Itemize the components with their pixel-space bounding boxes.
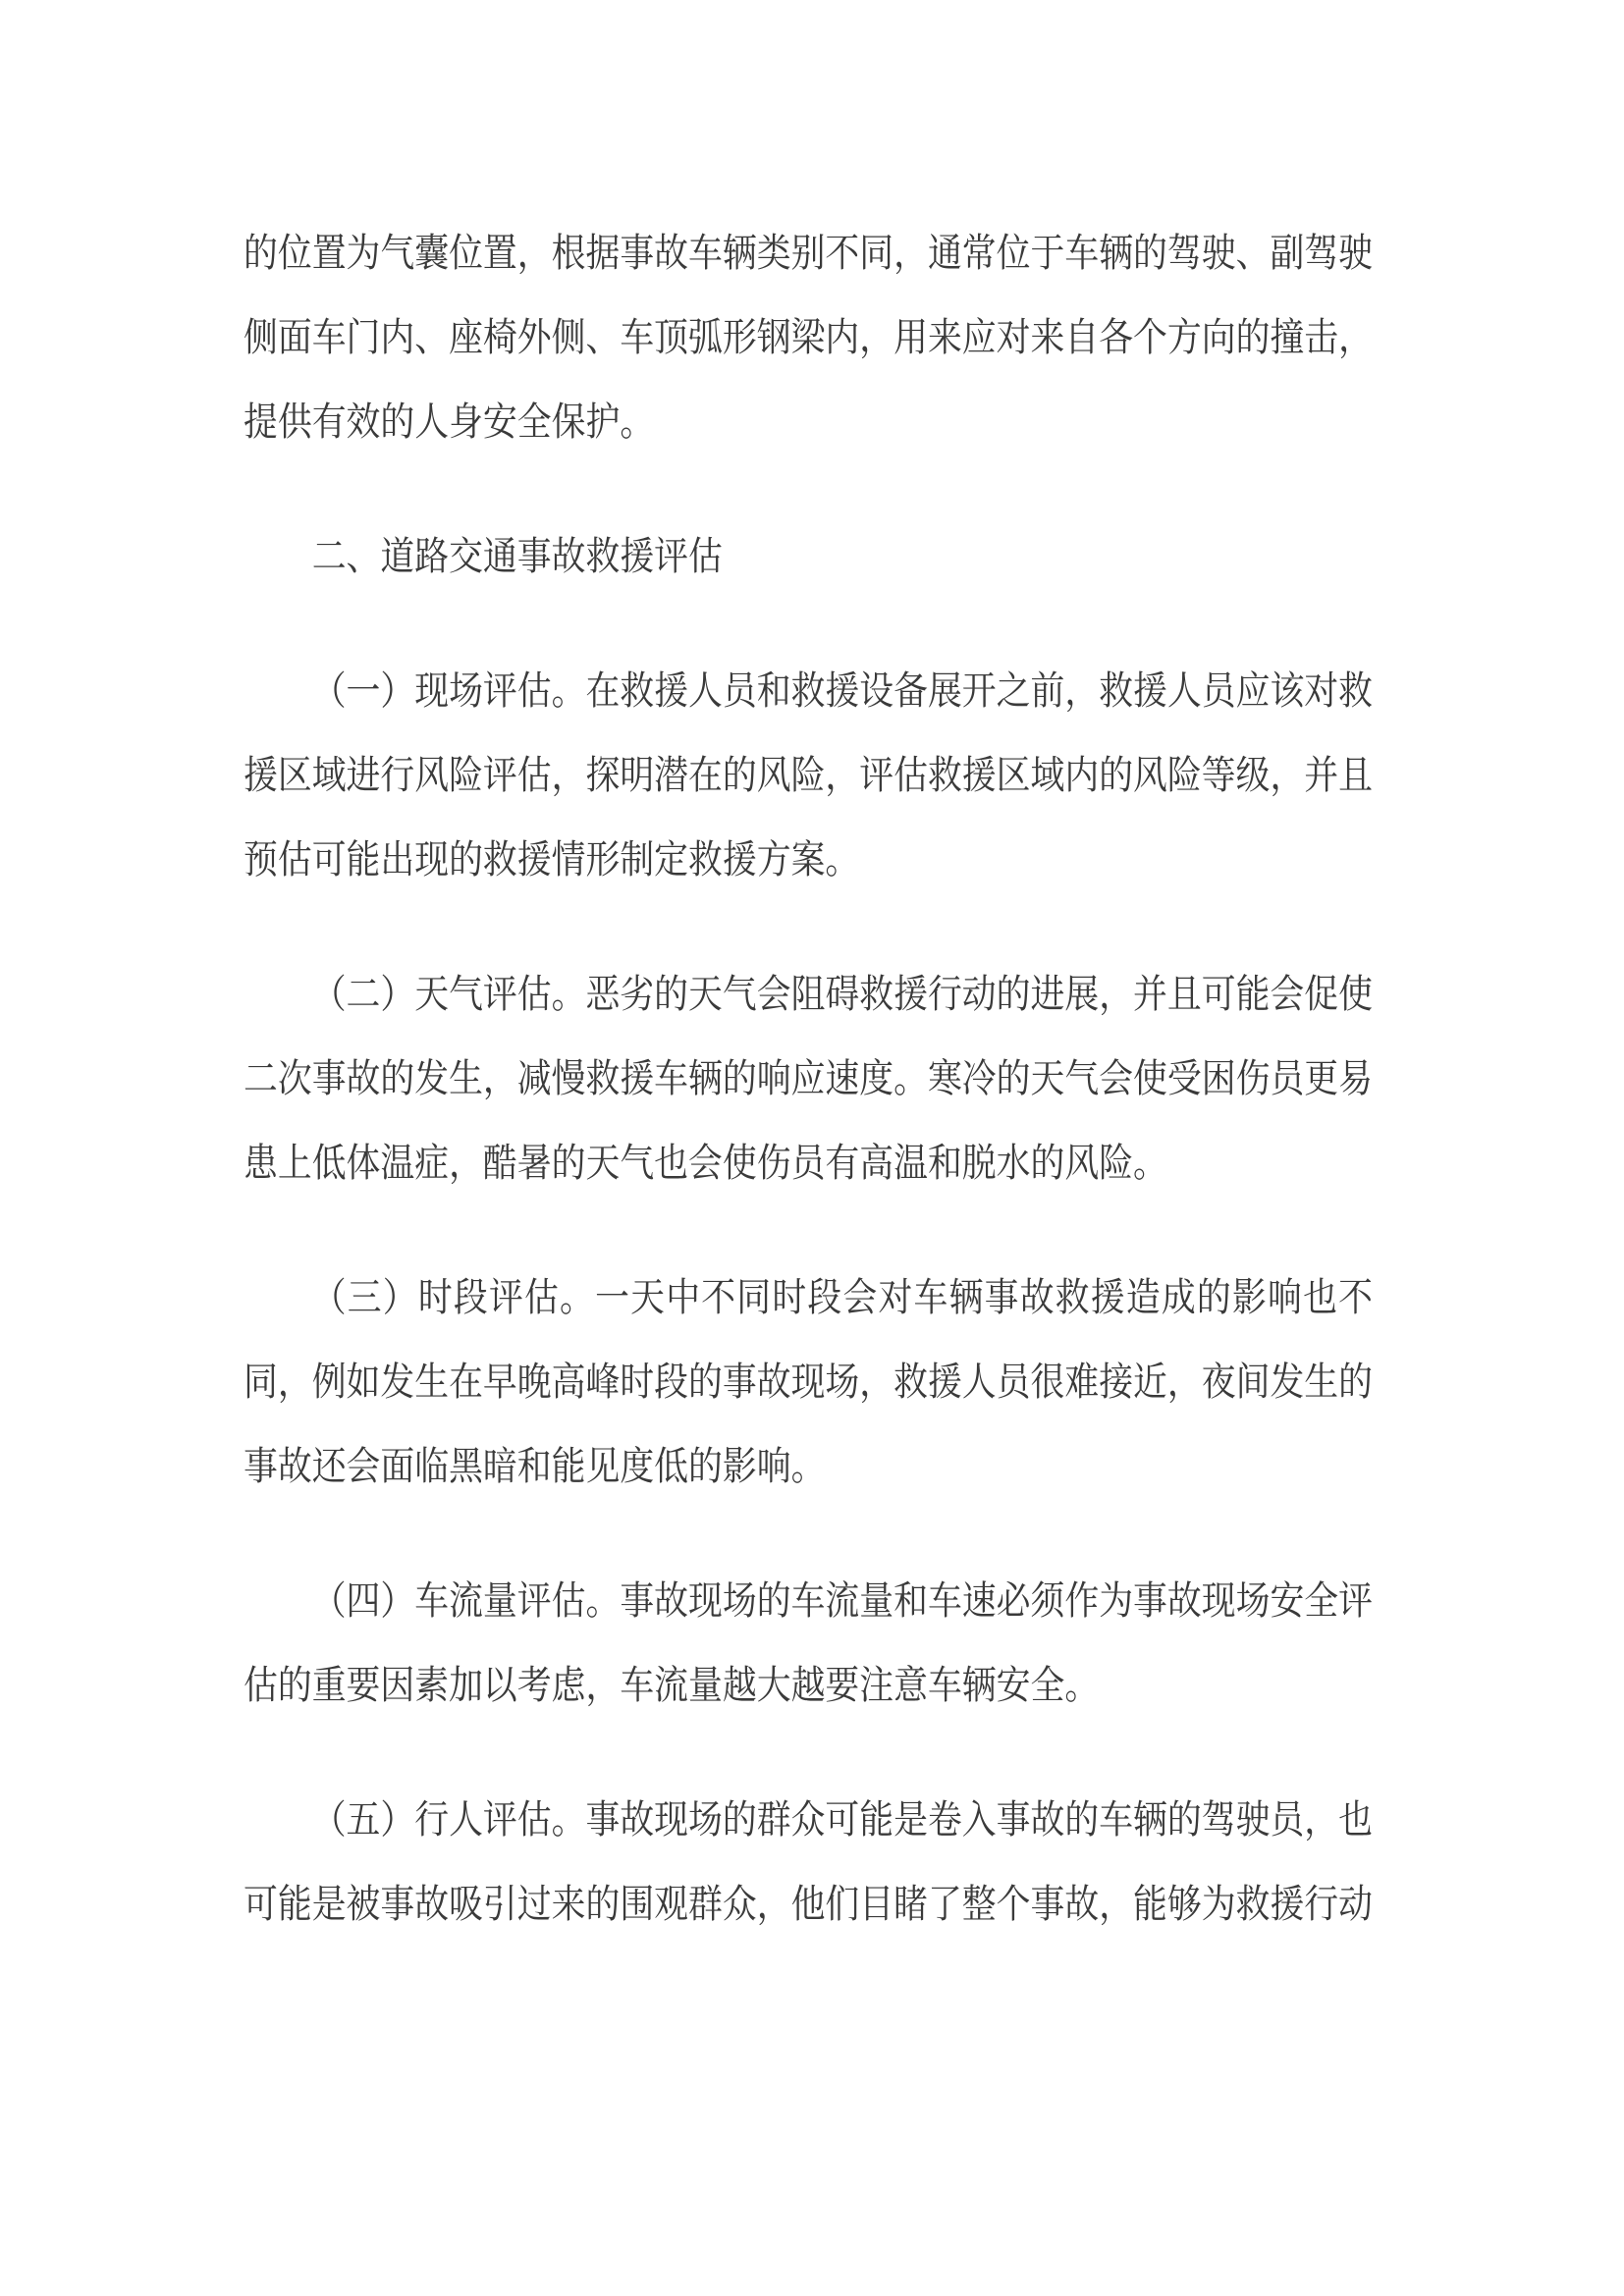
paragraph-traffic-flow-assessment: （四）车流量评估。事故现场的车流量和车速必须作为事故现场安全评估的重要因素加以考虑，车流量越大越要注意车辆安全。 bbox=[244, 1579, 1373, 1707]
paragraph-weather-assessment: （二）天气评估。恶劣的天气会阻碍救援行动的进展，并且可能会促使二次事故的发生，减慢救援车辆的响应速度。寒冷的天气会使受困伤员更易患上低体温症，酷暑的天气也会使伤员有高温和脱水的风险。 bbox=[244, 973, 1373, 1185]
paragraph-airbag-continuation: 的位置为气囊位置，根据事故车辆类别不同，通常位于车辆的驾驶、副驾驶侧面车门内、座椅外侧、车顶弧形钢梁内，用来应对来自各个方向的撞击，提供有效的人身安全保护。 bbox=[244, 232, 1373, 444]
paragraph-pedestrian-assessment: （五）行人评估。事故现场的群众可能是卷入事故的车辆的驾驶员，也可能是被事故吸引过来的围观群众，他们目睹了整个事故，能够为救援行动 bbox=[244, 1798, 1373, 1926]
paragraph-time-period-assessment: （三）时段评估。一天中不同时段会对车辆事故救援造成的影响也不同，例如发生在早晚高峰时段的事故现场，救援人员很难接近，夜间发生的事故还会面临黑暗和能见度低的影响。 bbox=[244, 1276, 1373, 1488]
paragraph-scene-assessment: （一）现场评估。在救援人员和救援设备展开之前，救援人员应该对救援区域进行风险评估，探明潜在的风险，评估救援区域内的风险等级，并且预估可能出现的救援情形制定救援方案。 bbox=[244, 669, 1373, 881]
document-text-block bbox=[244, 211, 1373, 1997]
section-heading-rescue-assessment: 二、道路交通事故救援评估 bbox=[311, 535, 723, 578]
